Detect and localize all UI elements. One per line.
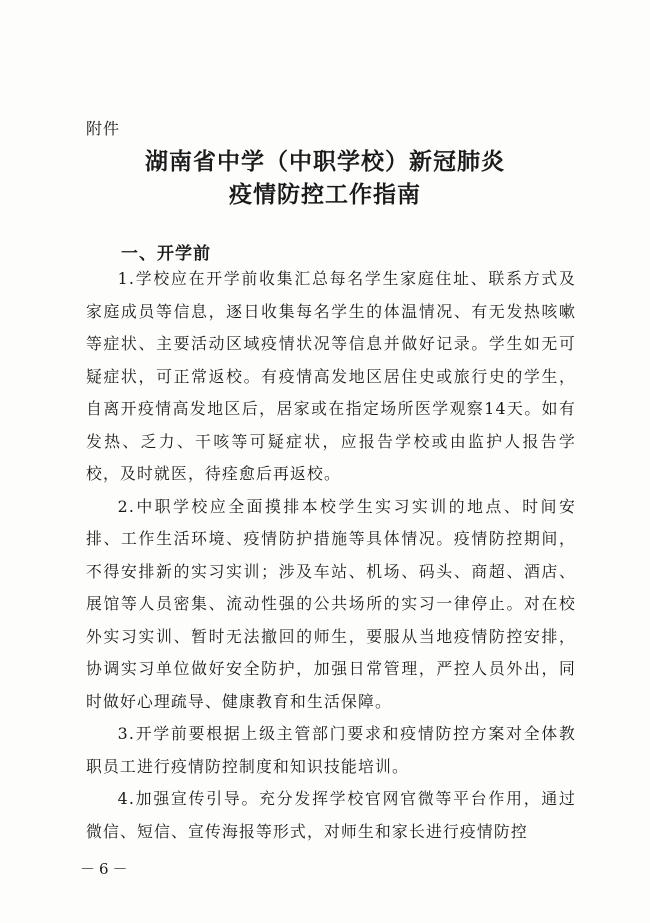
attachment-label: 附件 [86,119,121,138]
document-body [86,263,576,848]
document-title-line-1: 湖南省中学（中职学校）新冠肺炎 [145,149,505,175]
document-title-line-2: 疫情防控工作指南 [229,182,421,208]
paragraph-3: 3.开学前要根据上级主管部门要求和疫情防控方案对全体教职员工进行疫情防控制度和知识技能培训。 [86,724,576,776]
paragraph-1: 1.学校应在开学前收集汇总每名学生家庭住址、联系方式及家庭成员等信息，逐日收集每名学生的体温情况、有无发热咳嗽等症状、主要活动区域疫情状况等信息并做好记录。学生如无可疑症状，可正常返校。有疫情高发地区居住史或旅行史的学生，自离开疫情高发地区后，居家或在指定场所医学观察14天。如有发热、乏力、干咳等可疑症状，应报告学校或由监护人报告学校，及时就医，待痊愈后再返校。 [86,269,576,483]
paragraph-4: 4.加强宣传引导。充分发挥学校官网官微等平台作用，通过微信、短信、宣传海报等形式，对师生和家长进行疫情防控 [86,789,576,841]
page-number: －6－ [80,860,132,878]
section-heading: 一、开学前 [121,244,211,264]
paragraph-2: 2.中职学校应全面摸排本校学生实习实训的地点、时间安排、工作生活环境、疫情防护措施等具体情况。疫情防控期间，不得安排新的实习实训；涉及车站、机场、码头、商超、酒店、展馆等人员密集、流动性强的公共场所的实习一律停止。对在校外实习实训、暂时无法撤回的师生，要服从当地疫情防控安排，协调实习单位做好安全防护，加强日常管理，严控人员外出，同时做好心理疏导、健康教育和生活保障。 [86,496,576,711]
